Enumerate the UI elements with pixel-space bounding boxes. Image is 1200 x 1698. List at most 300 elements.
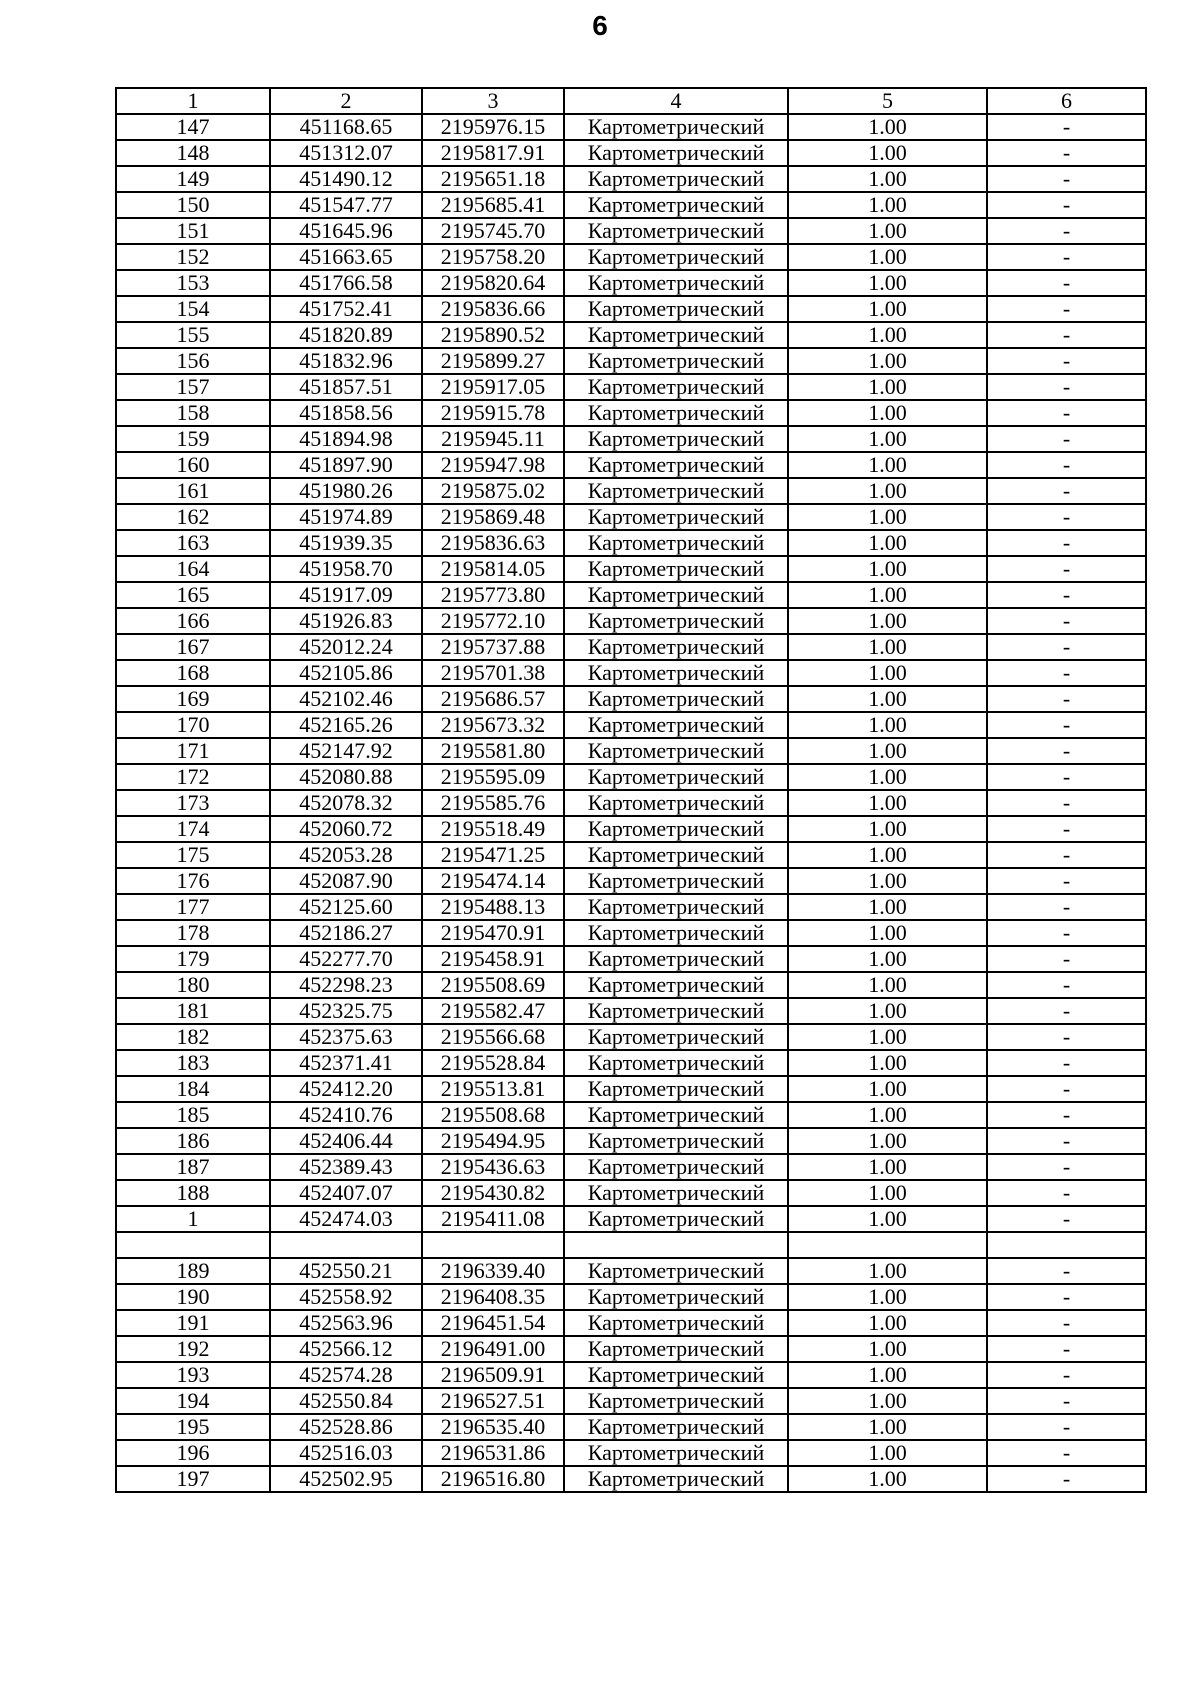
- method-cell: Картометрический: [564, 1336, 788, 1362]
- table-row: [116, 816, 1146, 842]
- method-cell: Картометрический: [564, 270, 788, 296]
- method-cell: Картометрический: [564, 790, 788, 816]
- x-coordinate-cell: 452078.32: [270, 790, 422, 816]
- method-cell: Картометрический: [564, 1024, 788, 1050]
- accuracy-cell: 1.00: [788, 868, 987, 894]
- point-number-cell: 179: [116, 946, 270, 972]
- method-cell: Картометрический: [564, 348, 788, 374]
- note-cell: -: [987, 1440, 1146, 1466]
- point-number-cell: 182: [116, 1024, 270, 1050]
- table-row: [116, 114, 1146, 140]
- point-number-cell: 170: [116, 712, 270, 738]
- x-coordinate-cell: 452080.88: [270, 764, 422, 790]
- note-cell: -: [987, 634, 1146, 660]
- accuracy-cell: 1.00: [788, 1206, 987, 1232]
- method-cell: Картометрический: [564, 1362, 788, 1388]
- x-coordinate-cell: 451752.41: [270, 296, 422, 322]
- note-cell: -: [987, 764, 1146, 790]
- note-cell: -: [987, 686, 1146, 712]
- x-coordinate-cell: 452410.76: [270, 1102, 422, 1128]
- column-header: 2: [270, 88, 422, 114]
- note-cell: -: [987, 608, 1146, 634]
- y-coordinate-cell: 2196535.40: [422, 1414, 564, 1440]
- accuracy-cell: 1.00: [788, 322, 987, 348]
- y-coordinate-cell: 2195836.66: [422, 296, 564, 322]
- point-number-cell: 178: [116, 920, 270, 946]
- point-number-cell: 161: [116, 478, 270, 504]
- note-cell: -: [987, 374, 1146, 400]
- method-cell: Картометрический: [564, 530, 788, 556]
- method-cell: Картометрический: [564, 400, 788, 426]
- y-coordinate-cell: 2195814.05: [422, 556, 564, 582]
- note-cell: -: [987, 1414, 1146, 1440]
- accuracy-cell: 1.00: [788, 894, 987, 920]
- x-coordinate-cell: 451168.65: [270, 114, 422, 140]
- table-row: [116, 218, 1146, 244]
- table-row: [116, 1258, 1146, 1284]
- y-coordinate-cell: 2195513.81: [422, 1076, 564, 1102]
- x-coordinate-cell: 452563.96: [270, 1310, 422, 1336]
- x-coordinate-cell: 452102.46: [270, 686, 422, 712]
- x-coordinate-cell: 452550.84: [270, 1388, 422, 1414]
- accuracy-cell: 1.00: [788, 1024, 987, 1050]
- x-coordinate-cell: 451958.70: [270, 556, 422, 582]
- method-cell: Картометрический: [564, 712, 788, 738]
- accuracy-cell: 1.00: [788, 686, 987, 712]
- point-number-cell: 180: [116, 972, 270, 998]
- table-row: [116, 244, 1146, 270]
- table-row: [116, 348, 1146, 374]
- point-number-cell: 162: [116, 504, 270, 530]
- accuracy-cell: 1.00: [788, 608, 987, 634]
- x-coordinate-cell: 452186.27: [270, 920, 422, 946]
- method-cell: Картометрический: [564, 660, 788, 686]
- method-cell: Картометрический: [564, 192, 788, 218]
- y-coordinate-cell: 2195917.05: [422, 374, 564, 400]
- method-cell: Картометрический: [564, 166, 788, 192]
- point-number-cell: 192: [116, 1336, 270, 1362]
- note-cell: -: [987, 1466, 1146, 1492]
- y-coordinate-cell: 2196408.35: [422, 1284, 564, 1310]
- accuracy-cell: 1.00: [788, 1050, 987, 1076]
- y-coordinate-cell: 2196527.51: [422, 1388, 564, 1414]
- point-number-cell: 194: [116, 1388, 270, 1414]
- column-header: 1: [116, 88, 270, 114]
- accuracy-cell: 1.00: [788, 920, 987, 946]
- x-coordinate-cell: 451490.12: [270, 166, 422, 192]
- accuracy-cell: 1.00: [788, 218, 987, 244]
- y-coordinate-cell: 2195890.52: [422, 322, 564, 348]
- method-cell: Картометрический: [564, 842, 788, 868]
- y-coordinate-cell: 2195875.02: [422, 478, 564, 504]
- point-number-cell: 153: [116, 270, 270, 296]
- point-number-cell: 166: [116, 608, 270, 634]
- y-coordinate-cell: 2195488.13: [422, 894, 564, 920]
- point-number-cell: 167: [116, 634, 270, 660]
- table-row: [116, 738, 1146, 764]
- accuracy-cell: 1.00: [788, 1336, 987, 1362]
- note-cell: -: [987, 140, 1146, 166]
- table-row: [116, 1206, 1146, 1232]
- method-cell: Картометрический: [564, 920, 788, 946]
- accuracy-cell: 1.00: [788, 816, 987, 842]
- table-row: [116, 712, 1146, 738]
- y-coordinate-cell: 2195430.82: [422, 1180, 564, 1206]
- note-cell: -: [987, 1180, 1146, 1206]
- accuracy-cell: 1.00: [788, 1310, 987, 1336]
- y-coordinate-cell: 2195508.69: [422, 972, 564, 998]
- note-cell: -: [987, 1388, 1146, 1414]
- point-number-cell: 169: [116, 686, 270, 712]
- y-coordinate-cell: 2196339.40: [422, 1258, 564, 1284]
- x-coordinate-cell: 452298.23: [270, 972, 422, 998]
- accuracy-cell: 1.00: [788, 1362, 987, 1388]
- coordinates-table: [115, 87, 1147, 1493]
- method-cell: Картометрический: [564, 1050, 788, 1076]
- accuracy-cell: 1.00: [788, 972, 987, 998]
- x-coordinate-cell: 452060.72: [270, 816, 422, 842]
- point-number-cell: 195: [116, 1414, 270, 1440]
- y-coordinate-cell: 2195518.49: [422, 816, 564, 842]
- table-row: [116, 1232, 1146, 1258]
- x-coordinate-cell: 452147.92: [270, 738, 422, 764]
- y-coordinate-cell: 2195595.09: [422, 764, 564, 790]
- method-cell: Картометрический: [564, 1440, 788, 1466]
- table-row: [116, 140, 1146, 166]
- point-number-cell: 173: [116, 790, 270, 816]
- point-number-cell: 148: [116, 140, 270, 166]
- method-cell: Картометрический: [564, 426, 788, 452]
- table-row: [116, 1336, 1146, 1362]
- accuracy-cell: 1.00: [788, 998, 987, 1024]
- method-cell: Картометрический: [564, 1154, 788, 1180]
- x-coordinate-cell: 452389.43: [270, 1154, 422, 1180]
- point-number-cell: 164: [116, 556, 270, 582]
- method-cell: Картометрический: [564, 140, 788, 166]
- y-coordinate-cell: 2195820.64: [422, 270, 564, 296]
- x-coordinate-cell: 452516.03: [270, 1440, 422, 1466]
- y-coordinate-cell: 2195869.48: [422, 504, 564, 530]
- point-number-cell: 187: [116, 1154, 270, 1180]
- method-cell: Картометрический: [564, 1310, 788, 1336]
- note-cell: -: [987, 192, 1146, 218]
- point-number-cell: 190: [116, 1284, 270, 1310]
- note-cell: -: [987, 478, 1146, 504]
- table-row: [116, 1414, 1146, 1440]
- table-row: [116, 166, 1146, 192]
- method-cell: Картометрический: [564, 1206, 788, 1232]
- y-coordinate-cell: 2195976.15: [422, 114, 564, 140]
- table-row: [116, 270, 1146, 296]
- x-coordinate-cell: 452502.95: [270, 1466, 422, 1492]
- note-cell: -: [987, 738, 1146, 764]
- point-number-cell: 154: [116, 296, 270, 322]
- accuracy-cell: 1.00: [788, 660, 987, 686]
- table-row: [116, 556, 1146, 582]
- table-row: [116, 452, 1146, 478]
- table-row: [116, 790, 1146, 816]
- table-row: [116, 894, 1146, 920]
- method-cell: Картометрический: [564, 556, 788, 582]
- point-number-cell: 172: [116, 764, 270, 790]
- method-cell: Картометрический: [564, 1388, 788, 1414]
- method-cell: Картометрический: [564, 1466, 788, 1492]
- accuracy-cell: 1.00: [788, 556, 987, 582]
- note-cell: -: [987, 1284, 1146, 1310]
- x-coordinate-cell: 452277.70: [270, 946, 422, 972]
- y-coordinate-cell: 2195745.70: [422, 218, 564, 244]
- note-cell: -: [987, 998, 1146, 1024]
- accuracy-cell: 1.00: [788, 140, 987, 166]
- y-coordinate-cell: 2195585.76: [422, 790, 564, 816]
- point-number-cell: 177: [116, 894, 270, 920]
- x-coordinate-cell: 452053.28: [270, 842, 422, 868]
- method-cell: Картометрический: [564, 244, 788, 270]
- x-coordinate-cell: 452558.92: [270, 1284, 422, 1310]
- point-number-cell: [116, 1232, 270, 1258]
- note-cell: -: [987, 1206, 1146, 1232]
- note-cell: -: [987, 1128, 1146, 1154]
- accuracy-cell: 1.00: [788, 244, 987, 270]
- y-coordinate-cell: 2196509.91: [422, 1362, 564, 1388]
- note-cell: -: [987, 1076, 1146, 1102]
- x-coordinate-cell: 451832.96: [270, 348, 422, 374]
- point-number-cell: 150: [116, 192, 270, 218]
- method-cell: Картометрический: [564, 998, 788, 1024]
- accuracy-cell: 1.00: [788, 270, 987, 296]
- table-row: [116, 478, 1146, 504]
- note-cell: -: [987, 530, 1146, 556]
- method-cell: Картометрический: [564, 504, 788, 530]
- accuracy-cell: 1.00: [788, 348, 987, 374]
- point-number-cell: 152: [116, 244, 270, 270]
- table-row: [116, 1102, 1146, 1128]
- note-cell: -: [987, 582, 1146, 608]
- point-number-cell: 184: [116, 1076, 270, 1102]
- accuracy-cell: 1.00: [788, 1466, 987, 1492]
- method-cell: Картометрический: [564, 946, 788, 972]
- note-cell: -: [987, 1154, 1146, 1180]
- point-number-cell: 168: [116, 660, 270, 686]
- table-row: [116, 530, 1146, 556]
- header-row: [116, 88, 1146, 114]
- accuracy-cell: 1.00: [788, 374, 987, 400]
- y-coordinate-cell: 2195494.95: [422, 1128, 564, 1154]
- accuracy-cell: 1.00: [788, 1076, 987, 1102]
- point-number-cell: 181: [116, 998, 270, 1024]
- table-row: [116, 660, 1146, 686]
- y-coordinate-cell: 2195836.63: [422, 530, 564, 556]
- accuracy-cell: 1.00: [788, 1180, 987, 1206]
- x-coordinate-cell: 451974.89: [270, 504, 422, 530]
- x-coordinate-cell: 451820.89: [270, 322, 422, 348]
- x-coordinate-cell: 451663.65: [270, 244, 422, 270]
- note-cell: -: [987, 426, 1146, 452]
- note-cell: -: [987, 1050, 1146, 1076]
- table-row: [116, 1310, 1146, 1336]
- y-coordinate-cell: 2195899.27: [422, 348, 564, 374]
- note-cell: -: [987, 842, 1146, 868]
- accuracy-cell: 1.00: [788, 1388, 987, 1414]
- point-number-cell: 149: [116, 166, 270, 192]
- note-cell: [987, 1232, 1146, 1258]
- note-cell: -: [987, 244, 1146, 270]
- note-cell: -: [987, 114, 1146, 140]
- accuracy-cell: 1.00: [788, 296, 987, 322]
- y-coordinate-cell: 2195773.80: [422, 582, 564, 608]
- y-coordinate-cell: 2195651.18: [422, 166, 564, 192]
- point-number-cell: 171: [116, 738, 270, 764]
- note-cell: -: [987, 556, 1146, 582]
- y-coordinate-cell: 2195474.14: [422, 868, 564, 894]
- accuracy-cell: 1.00: [788, 842, 987, 868]
- method-cell: Картометрический: [564, 1076, 788, 1102]
- y-coordinate-cell: 2195436.63: [422, 1154, 564, 1180]
- x-coordinate-cell: 452566.12: [270, 1336, 422, 1362]
- method-cell: Картометрический: [564, 1414, 788, 1440]
- note-cell: -: [987, 270, 1146, 296]
- note-cell: -: [987, 1362, 1146, 1388]
- accuracy-cell: 1.00: [788, 426, 987, 452]
- accuracy-cell: [788, 1232, 987, 1258]
- table-row: [116, 920, 1146, 946]
- x-coordinate-cell: 452550.21: [270, 1258, 422, 1284]
- point-number-cell: 165: [116, 582, 270, 608]
- method-cell: Картометрический: [564, 816, 788, 842]
- note-cell: -: [987, 868, 1146, 894]
- note-cell: -: [987, 920, 1146, 946]
- method-cell: Картометрический: [564, 738, 788, 764]
- x-coordinate-cell: 452087.90: [270, 868, 422, 894]
- x-coordinate-cell: 451645.96: [270, 218, 422, 244]
- table-row: [116, 1284, 1146, 1310]
- x-coordinate-cell: 451766.58: [270, 270, 422, 296]
- method-cell: Картометрический: [564, 972, 788, 998]
- point-number-cell: 196: [116, 1440, 270, 1466]
- note-cell: -: [987, 972, 1146, 998]
- accuracy-cell: 1.00: [788, 1414, 987, 1440]
- y-coordinate-cell: 2195508.68: [422, 1102, 564, 1128]
- x-coordinate-cell: 452407.07: [270, 1180, 422, 1206]
- accuracy-cell: 1.00: [788, 790, 987, 816]
- table-row: [116, 504, 1146, 530]
- y-coordinate-cell: 2195947.98: [422, 452, 564, 478]
- note-cell: -: [987, 1258, 1146, 1284]
- x-coordinate-cell: 451858.56: [270, 400, 422, 426]
- table-row: [116, 1024, 1146, 1050]
- point-number-cell: 186: [116, 1128, 270, 1154]
- table-row: [116, 1076, 1146, 1102]
- note-cell: -: [987, 348, 1146, 374]
- x-coordinate-cell: 452325.75: [270, 998, 422, 1024]
- point-number-cell: 176: [116, 868, 270, 894]
- column-header: 4: [564, 88, 788, 114]
- table-row: [116, 1440, 1146, 1466]
- y-coordinate-cell: 2196531.86: [422, 1440, 564, 1466]
- accuracy-cell: 1.00: [788, 400, 987, 426]
- x-coordinate-cell: 452371.41: [270, 1050, 422, 1076]
- accuracy-cell: 1.00: [788, 478, 987, 504]
- y-coordinate-cell: 2195581.80: [422, 738, 564, 764]
- x-coordinate-cell: 452125.60: [270, 894, 422, 920]
- note-cell: -: [987, 1024, 1146, 1050]
- point-number-cell: 175: [116, 842, 270, 868]
- column-header: 6: [987, 88, 1146, 114]
- point-number-cell: 163: [116, 530, 270, 556]
- table-row: [116, 998, 1146, 1024]
- y-coordinate-cell: 2195701.38: [422, 660, 564, 686]
- y-coordinate-cell: 2195817.91: [422, 140, 564, 166]
- table-row: [116, 1154, 1146, 1180]
- accuracy-cell: 1.00: [788, 192, 987, 218]
- x-coordinate-cell: 451939.35: [270, 530, 422, 556]
- y-coordinate-cell: 2195458.91: [422, 946, 564, 972]
- y-coordinate-cell: 2195566.68: [422, 1024, 564, 1050]
- accuracy-cell: 1.00: [788, 530, 987, 556]
- table-row: [116, 1180, 1146, 1206]
- note-cell: -: [987, 1310, 1146, 1336]
- point-number-cell: 155: [116, 322, 270, 348]
- x-coordinate-cell: 451894.98: [270, 426, 422, 452]
- y-coordinate-cell: 2196451.54: [422, 1310, 564, 1336]
- column-header: 5: [788, 88, 987, 114]
- point-number-cell: 147: [116, 114, 270, 140]
- method-cell: Картометрический: [564, 608, 788, 634]
- x-coordinate-cell: 452474.03: [270, 1206, 422, 1232]
- accuracy-cell: 1.00: [788, 1128, 987, 1154]
- accuracy-cell: 1.00: [788, 166, 987, 192]
- point-number-cell: 188: [116, 1180, 270, 1206]
- note-cell: -: [987, 504, 1146, 530]
- y-coordinate-cell: [422, 1232, 564, 1258]
- method-cell: Картометрический: [564, 582, 788, 608]
- point-number-cell: 197: [116, 1466, 270, 1492]
- table-row: [116, 842, 1146, 868]
- y-coordinate-cell: 2195685.41: [422, 192, 564, 218]
- accuracy-cell: 1.00: [788, 634, 987, 660]
- method-cell: Картометрический: [564, 296, 788, 322]
- accuracy-cell: 1.00: [788, 452, 987, 478]
- point-number-cell: 189: [116, 1258, 270, 1284]
- column-header: 3: [422, 88, 564, 114]
- y-coordinate-cell: 2196516.80: [422, 1466, 564, 1492]
- note-cell: -: [987, 166, 1146, 192]
- accuracy-cell: 1.00: [788, 712, 987, 738]
- note-cell: -: [987, 218, 1146, 244]
- method-cell: Картометрический: [564, 114, 788, 140]
- y-coordinate-cell: 2195411.08: [422, 1206, 564, 1232]
- x-coordinate-cell: 452528.86: [270, 1414, 422, 1440]
- point-number-cell: 159: [116, 426, 270, 452]
- x-coordinate-cell: 452165.26: [270, 712, 422, 738]
- table-row: [116, 1362, 1146, 1388]
- x-coordinate-cell: 452574.28: [270, 1362, 422, 1388]
- accuracy-cell: 1.00: [788, 1258, 987, 1284]
- x-coordinate-cell: 451980.26: [270, 478, 422, 504]
- point-number-cell: 185: [116, 1102, 270, 1128]
- y-coordinate-cell: 2195470.91: [422, 920, 564, 946]
- y-coordinate-cell: 2195528.84: [422, 1050, 564, 1076]
- note-cell: -: [987, 1102, 1146, 1128]
- method-cell: Картометрический: [564, 634, 788, 660]
- table-row: [116, 374, 1146, 400]
- method-cell: Картометрический: [564, 686, 788, 712]
- accuracy-cell: 1.00: [788, 1102, 987, 1128]
- method-cell: Картометрический: [564, 478, 788, 504]
- method-cell: Картометрический: [564, 1102, 788, 1128]
- point-number-cell: 193: [116, 1362, 270, 1388]
- table-row: [116, 322, 1146, 348]
